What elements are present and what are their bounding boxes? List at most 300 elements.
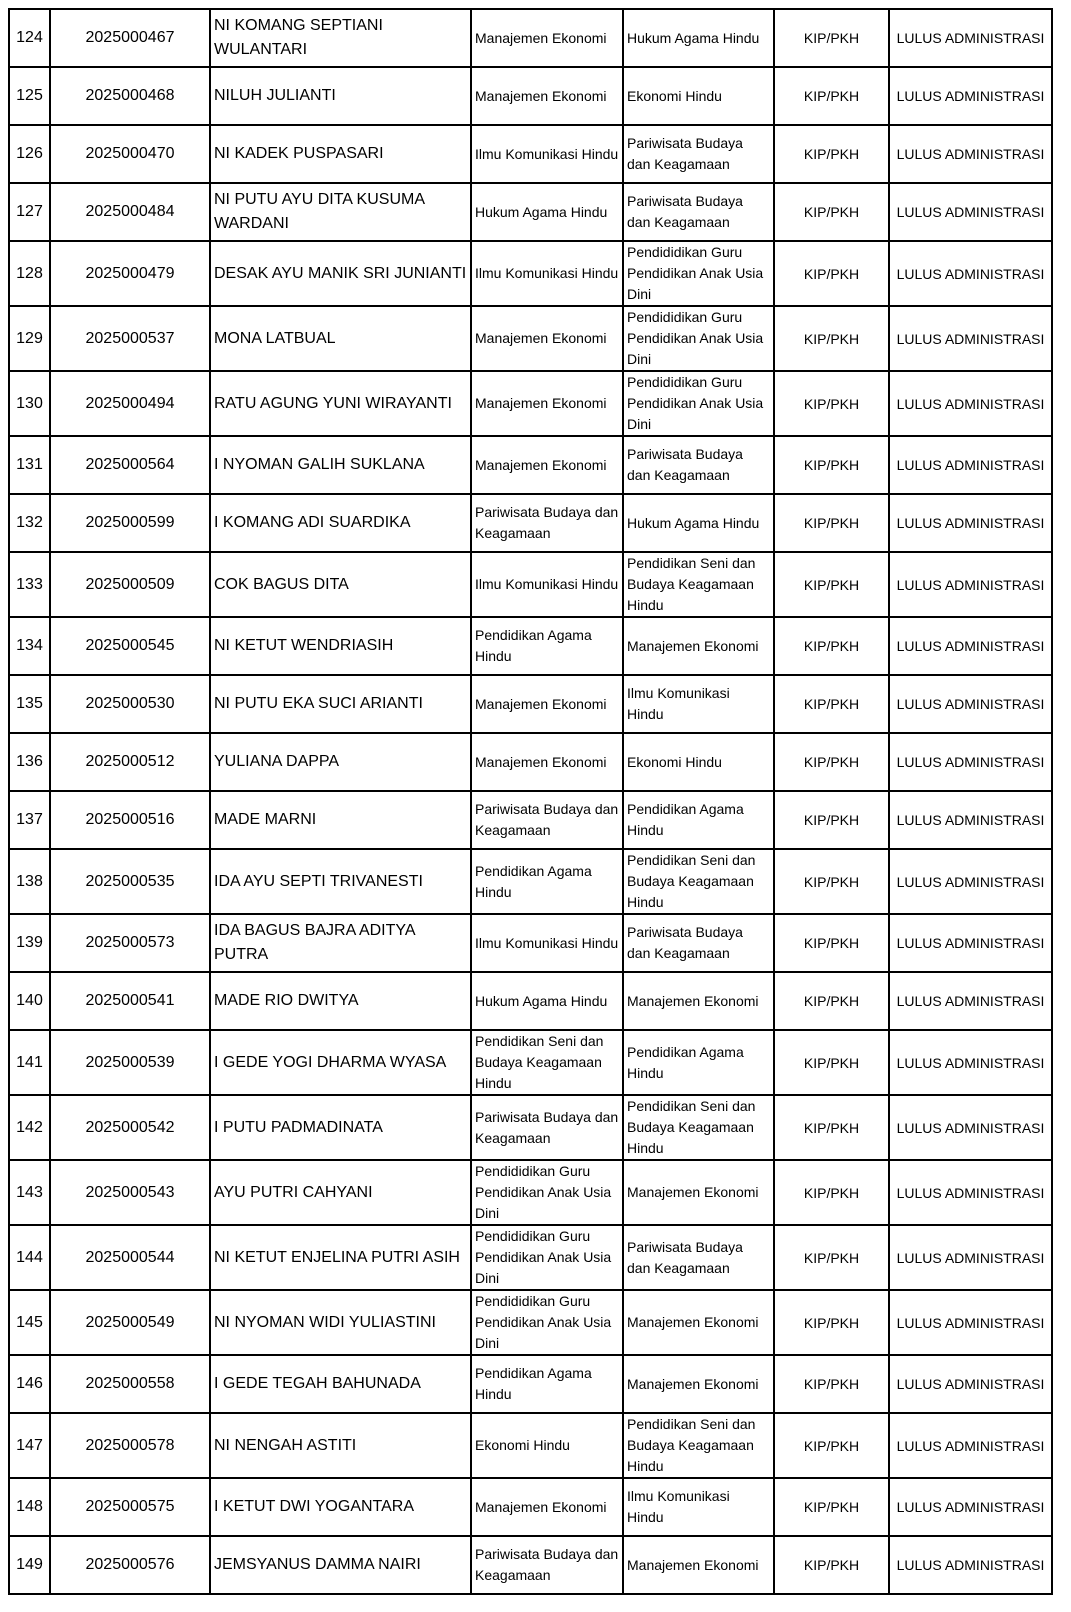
applicant-name: I PUTU PADMADINATA xyxy=(214,1118,383,1136)
registration-number: 2025000516 xyxy=(85,811,175,828)
applicant-name: MONA LATBUAL xyxy=(214,329,336,347)
table-row xyxy=(9,849,1052,914)
second-choice-program: Hukum Agama Hindu xyxy=(627,29,760,46)
row-number-cell xyxy=(9,306,50,371)
registration-number-cell xyxy=(50,675,210,733)
registration-number: 2025000470 xyxy=(85,145,175,162)
table-row xyxy=(9,617,1052,675)
admission-status: LULUS ADMINISTRASI xyxy=(896,146,1045,162)
table-row xyxy=(9,183,1052,241)
second-choice-program: Manajemen Ekonomi xyxy=(627,637,759,654)
applicant-name: RATU AGUNG YUNI WIRAYANTI xyxy=(214,394,452,412)
admission-status: LULUS ADMINISTRASI xyxy=(896,1119,1045,1136)
admission-status: LULUS ADMINISTRASI xyxy=(896,515,1045,531)
second-choice-program: Pendidikan Seni dan Budaya Keagamaan Hindu xyxy=(627,852,756,910)
row-number-cell xyxy=(9,494,50,552)
applicant-name: DESAK AYU MANIK SRI JUNIANTI xyxy=(214,264,467,282)
registration-number-cell xyxy=(50,1478,210,1536)
admission-path-cell xyxy=(774,552,889,617)
second-choice-program-cell xyxy=(623,1355,774,1413)
second-choice-program: Pendidikan Seni dan Budaya Keagamaan Hindu xyxy=(627,1098,756,1156)
applicant-name: NI NYOMAN WIDI YULIASTINI xyxy=(214,1313,436,1331)
table-row xyxy=(9,675,1052,733)
first-choice-program-cell xyxy=(471,371,623,436)
admission-path-cell xyxy=(774,1030,889,1095)
registration-number: 2025000544 xyxy=(85,1248,175,1266)
second-choice-program: Pendididikan Guru Pendidikan Anak Usia Dini xyxy=(627,374,764,432)
applicant-name-cell xyxy=(210,1413,471,1478)
second-choice-program-cell xyxy=(623,1536,774,1594)
admission-status: LULUS ADMINISTRASI xyxy=(896,1376,1045,1392)
registration-number: 2025000467 xyxy=(85,29,175,46)
admission-path: KIP/PKH xyxy=(803,515,860,531)
first-choice-program: Pendidikan Agama Hindu xyxy=(475,862,592,900)
second-choice-program-cell xyxy=(623,371,774,436)
applicant-name-cell xyxy=(210,914,471,972)
admission-status: LULUS ADMINISTRASI xyxy=(896,1557,1045,1573)
first-choice-program-cell xyxy=(471,1030,623,1095)
second-choice-program-cell xyxy=(623,494,774,552)
row-number-cell xyxy=(9,1536,50,1594)
first-choice-program: Ilmu Komunikasi Hindu xyxy=(475,576,619,592)
row-number-cell xyxy=(9,914,50,972)
admission-path-cell xyxy=(774,972,889,1030)
table-row xyxy=(9,9,1052,67)
second-choice-program: Manajemen Ekonomi xyxy=(627,1375,759,1392)
registration-number-cell xyxy=(50,1095,210,1160)
second-choice-program-cell xyxy=(623,1095,774,1160)
second-choice-program: Pendidikan Seni dan Budaya Keagamaan Hindu xyxy=(627,1416,756,1474)
registration-number-cell xyxy=(50,306,210,371)
applicant-name-cell xyxy=(210,972,471,1030)
first-choice-program-cell xyxy=(471,1290,623,1355)
row-number: 135 xyxy=(16,695,43,712)
applicant-name-cell xyxy=(210,436,471,494)
row-number-cell xyxy=(9,617,50,675)
second-choice-program: Ekonomi Hindu xyxy=(627,753,722,770)
admission-path: KIP/PKH xyxy=(803,204,860,220)
applicant-name-cell xyxy=(210,791,471,849)
registration-number: 2025000535 xyxy=(85,872,175,890)
second-choice-program-cell xyxy=(623,791,774,849)
row-number-cell xyxy=(9,1413,50,1478)
registration-number-cell xyxy=(50,9,210,67)
applicant-name: I KOMANG ADI SUARDIKA xyxy=(214,514,411,531)
row-number-cell xyxy=(9,9,50,67)
registration-number: 2025000484 xyxy=(85,203,175,220)
first-choice-program-cell xyxy=(471,617,623,675)
first-choice-program: Ilmu Komunikasi Hindu xyxy=(475,265,619,281)
first-choice-program: Manajemen Ekonomi xyxy=(475,395,607,411)
row-number: 145 xyxy=(16,1313,43,1331)
applicant-name: I KETUT DWI YOGANTARA xyxy=(214,1498,415,1515)
applicant-name: NI PUTU EKA SUCI ARIANTI xyxy=(214,695,423,712)
admission-path: KIP/PKH xyxy=(803,88,860,104)
first-choice-program-cell xyxy=(471,1355,623,1413)
second-choice-program-cell xyxy=(623,1030,774,1095)
second-choice-program-cell xyxy=(623,125,774,183)
first-choice-program-cell xyxy=(471,494,623,552)
admission-status-cell xyxy=(889,1536,1052,1594)
applicant-name: MADE RIO DWITYA xyxy=(214,992,359,1009)
second-choice-program-cell xyxy=(623,617,774,675)
applicant-name-cell xyxy=(210,617,471,675)
applicant-name: NI KETUT ENJELINA PUTRI ASIH xyxy=(214,1248,460,1266)
row-number-cell xyxy=(9,849,50,914)
registration-number: 2025000542 xyxy=(85,1118,175,1136)
applicant-name-cell xyxy=(210,1478,471,1536)
row-number: 127 xyxy=(16,203,43,220)
admission-status-cell xyxy=(889,436,1052,494)
admission-path: KIP/PKH xyxy=(803,1314,860,1331)
registration-number: 2025000537 xyxy=(85,329,175,347)
first-choice-program-cell xyxy=(471,9,623,67)
admission-path: KIP/PKH xyxy=(803,30,860,46)
row-number: 128 xyxy=(16,264,43,282)
registration-number-cell xyxy=(50,1290,210,1355)
first-choice-program: Manajemen Ekonomi xyxy=(475,753,607,770)
admission-path: KIP/PKH xyxy=(803,812,860,828)
admission-path: KIP/PKH xyxy=(803,935,860,951)
admission-path-cell xyxy=(774,617,889,675)
second-choice-program-cell xyxy=(623,914,774,972)
applicant-name-cell xyxy=(210,1536,471,1594)
table-row xyxy=(9,125,1052,183)
admission-path-cell xyxy=(774,125,889,183)
first-choice-program-cell xyxy=(471,241,623,306)
second-choice-program: Pendididikan Guru Pendidikan Anak Usia Dini xyxy=(627,244,764,302)
registration-number-cell xyxy=(50,436,210,494)
first-choice-program-cell xyxy=(471,972,623,1030)
applicant-name: NI KADEK PUSPASARI xyxy=(214,145,384,162)
admission-status-cell xyxy=(889,67,1052,125)
admission-status: LULUS ADMINISTRASI xyxy=(896,576,1045,593)
registration-number-cell xyxy=(50,125,210,183)
registration-number: 2025000512 xyxy=(85,753,175,770)
applicant-name-cell xyxy=(210,1290,471,1355)
registration-number: 2025000479 xyxy=(85,264,175,282)
registration-number: 2025000543 xyxy=(85,1183,175,1201)
admission-status-cell xyxy=(889,1030,1052,1095)
row-number: 143 xyxy=(16,1183,43,1201)
registration-number: 2025000539 xyxy=(85,1053,175,1071)
registration-number: 2025000530 xyxy=(85,695,175,712)
applicant-name: COK BAGUS DITA xyxy=(214,575,349,593)
admission-path: KIP/PKH xyxy=(803,1184,860,1201)
second-choice-program: Pariwisata Budaya dan Keagamaan xyxy=(627,135,743,172)
first-choice-program: Hukum Agama Hindu xyxy=(475,992,608,1009)
admission-status: LULUS ADMINISTRASI xyxy=(896,638,1045,654)
row-number-cell xyxy=(9,436,50,494)
row-number-cell xyxy=(9,1160,50,1225)
registration-number: 2025000541 xyxy=(85,992,175,1009)
table-row xyxy=(9,1355,1052,1413)
admission-path: KIP/PKH xyxy=(803,1054,860,1071)
row-number: 137 xyxy=(16,811,43,828)
row-number: 146 xyxy=(16,1375,43,1392)
second-choice-program: Manajemen Ekonomi xyxy=(627,1556,759,1573)
applicant-name: NI PUTU AYU DITA KUSUMA WARDANI xyxy=(214,191,425,232)
second-choice-program: Pariwisata Budaya dan Keagamaan xyxy=(627,446,743,483)
row-number: 147 xyxy=(16,1436,43,1454)
row-number-cell xyxy=(9,183,50,241)
registration-number: 2025000468 xyxy=(85,87,175,104)
admission-status: LULUS ADMINISTRASI xyxy=(896,1437,1045,1454)
table-row xyxy=(9,914,1052,972)
applicant-name-cell xyxy=(210,552,471,617)
admission-path: KIP/PKH xyxy=(803,873,860,890)
row-number: 140 xyxy=(16,992,43,1009)
first-choice-program: Pariwisata Budaya dan Keagamaan xyxy=(475,1108,619,1146)
applicant-name: IDA BAGUS BAJRA ADITYA PUTRA xyxy=(214,922,415,963)
registration-number: 2025000573 xyxy=(85,934,175,951)
first-choice-program: Manajemen Ekonomi xyxy=(475,330,607,346)
registration-number-cell xyxy=(50,1030,210,1095)
table-row xyxy=(9,306,1052,371)
applicant-name: NI NENGAH ASTITI xyxy=(214,1436,357,1454)
second-choice-program: Pendidikan Seni dan Budaya Keagamaan Hindu xyxy=(627,555,756,613)
applicant-name: I GEDE TEGAH BAHUNADA xyxy=(214,1375,421,1392)
first-choice-program-cell xyxy=(471,436,623,494)
first-choice-program: Pendidikan Seni dan Budaya Keagamaan Hindu xyxy=(475,1033,604,1091)
second-choice-program-cell xyxy=(623,1290,774,1355)
results-table xyxy=(8,8,1053,1595)
applicant-name-cell xyxy=(210,183,471,241)
applicant-name-cell xyxy=(210,1095,471,1160)
table-row xyxy=(9,791,1052,849)
admission-path-cell xyxy=(774,9,889,67)
registration-number-cell xyxy=(50,67,210,125)
admission-status: LULUS ADMINISTRASI xyxy=(896,330,1045,347)
registration-number-cell xyxy=(50,1413,210,1478)
registration-number-cell xyxy=(50,849,210,914)
admission-path-cell xyxy=(774,1413,889,1478)
applicant-name: I NYOMAN GALIH SUKLANA xyxy=(214,456,425,473)
admission-status-cell xyxy=(889,972,1052,1030)
applicant-name-cell xyxy=(210,67,471,125)
applicant-name: IDA AYU SEPTI TRIVANESTI xyxy=(214,872,423,890)
admission-status: LULUS ADMINISTRASI xyxy=(896,993,1045,1009)
admission-status: LULUS ADMINISTRASI xyxy=(896,88,1045,104)
admission-path: KIP/PKH xyxy=(803,1249,860,1266)
table-row xyxy=(9,241,1052,306)
applicant-name-cell xyxy=(210,849,471,914)
table-row xyxy=(9,436,1052,494)
admission-path: KIP/PKH xyxy=(803,330,860,347)
first-choice-program: Manajemen Ekonomi xyxy=(475,87,607,104)
first-choice-program: Pariwisata Budaya dan Keagamaan xyxy=(475,1546,619,1583)
admission-status-cell xyxy=(889,1225,1052,1290)
applicant-name: NI KETUT WENDRIASIH xyxy=(214,637,394,654)
admission-status-cell xyxy=(889,552,1052,617)
admission-path: KIP/PKH xyxy=(803,696,860,712)
applicant-name-cell xyxy=(210,675,471,733)
registration-number-cell xyxy=(50,494,210,552)
second-choice-program: Hukum Agama Hindu xyxy=(627,514,760,531)
first-choice-program-cell xyxy=(471,552,623,617)
first-choice-program-cell xyxy=(471,914,623,972)
first-choice-program-cell xyxy=(471,183,623,241)
admission-path: KIP/PKH xyxy=(803,1499,860,1515)
registration-number: 2025000564 xyxy=(85,456,175,473)
admission-status: LULUS ADMINISTRASI xyxy=(896,1499,1045,1515)
second-choice-program-cell xyxy=(623,306,774,371)
row-number: 132 xyxy=(16,514,43,531)
first-choice-program-cell xyxy=(471,1095,623,1160)
applicant-name-cell xyxy=(210,1030,471,1095)
admission-path: KIP/PKH xyxy=(803,395,860,412)
admission-path-cell xyxy=(774,1290,889,1355)
first-choice-program: Manajemen Ekonomi xyxy=(475,1498,607,1515)
admission-path: KIP/PKH xyxy=(803,265,860,282)
admission-path: KIP/PKH xyxy=(803,993,860,1009)
registration-number: 2025000578 xyxy=(85,1436,175,1454)
row-number: 142 xyxy=(16,1118,43,1136)
second-choice-program: Pariwisata Budaya dan Keagamaan xyxy=(627,1238,743,1276)
second-choice-program-cell xyxy=(623,733,774,791)
row-number: 144 xyxy=(16,1248,43,1266)
row-number-cell xyxy=(9,552,50,617)
applicant-name: NILUH JULIANTI xyxy=(214,87,336,104)
first-choice-program: Ilmu Komunikasi Hindu xyxy=(475,934,619,951)
admission-status-cell xyxy=(889,183,1052,241)
applicant-name: JEMSYANUS DAMMA NAIRI xyxy=(214,1556,421,1573)
applicant-name: AYU PUTRI CAHYANI xyxy=(214,1183,373,1201)
row-number: 136 xyxy=(16,753,43,770)
admission-path: KIP/PKH xyxy=(803,638,860,654)
second-choice-program-cell xyxy=(623,241,774,306)
admission-path-cell xyxy=(774,1478,889,1536)
applicant-name-cell xyxy=(210,371,471,436)
row-number-cell xyxy=(9,67,50,125)
admission-path-cell xyxy=(774,67,889,125)
admission-path-cell xyxy=(774,1225,889,1290)
second-choice-program: Pendididikan Guru Pendidikan Anak Usia Dini xyxy=(627,309,764,367)
admission-path-cell xyxy=(774,1160,889,1225)
results-table-body xyxy=(9,9,1052,1594)
applicant-name: I GEDE YOGI DHARMA WYASA xyxy=(214,1053,447,1071)
table-row xyxy=(9,733,1052,791)
second-choice-program-cell xyxy=(623,552,774,617)
registration-number: 2025000576 xyxy=(85,1556,175,1573)
admission-status: LULUS ADMINISTRASI xyxy=(896,204,1045,220)
admission-status: LULUS ADMINISTRASI xyxy=(896,696,1045,712)
row-number: 134 xyxy=(16,637,43,654)
table-row xyxy=(9,1290,1052,1355)
second-choice-program: Pariwisata Budaya dan Keagamaan xyxy=(627,924,743,961)
second-choice-program-cell xyxy=(623,67,774,125)
applicant-name-cell xyxy=(210,1355,471,1413)
admission-path: KIP/PKH xyxy=(803,1557,860,1573)
admission-path: KIP/PKH xyxy=(803,1119,860,1136)
applicant-name-cell xyxy=(210,306,471,371)
registration-number-cell xyxy=(50,371,210,436)
admission-path: KIP/PKH xyxy=(803,457,860,473)
row-number: 148 xyxy=(16,1498,43,1515)
row-number: 139 xyxy=(16,934,43,951)
admission-status-cell xyxy=(889,1478,1052,1536)
row-number-cell xyxy=(9,1095,50,1160)
admission-path-cell xyxy=(774,733,889,791)
admission-path-cell xyxy=(774,371,889,436)
admission-status-cell xyxy=(889,1355,1052,1413)
second-choice-program-cell xyxy=(623,1478,774,1536)
first-choice-program-cell xyxy=(471,1225,623,1290)
admission-status-cell xyxy=(889,1160,1052,1225)
admission-path-cell xyxy=(774,1355,889,1413)
first-choice-program: Manajemen Ekonomi xyxy=(475,29,607,46)
registration-number: 2025000558 xyxy=(85,1375,175,1392)
admission-status-cell xyxy=(889,9,1052,67)
row-number: 138 xyxy=(16,872,43,890)
admission-path: KIP/PKH xyxy=(803,754,860,770)
admission-status-cell xyxy=(889,306,1052,371)
row-number-cell xyxy=(9,1030,50,1095)
admission-path-cell xyxy=(774,1095,889,1160)
registration-number-cell xyxy=(50,1536,210,1594)
row-number-cell xyxy=(9,125,50,183)
second-choice-program: Manajemen Ekonomi xyxy=(627,1184,759,1200)
row-number: 130 xyxy=(16,394,43,412)
first-choice-program: Pendidikan Agama Hindu xyxy=(475,627,592,664)
registration-number-cell xyxy=(50,1160,210,1225)
admission-status: LULUS ADMINISTRASI xyxy=(896,1054,1045,1071)
second-choice-program-cell xyxy=(623,1413,774,1478)
second-choice-program-cell xyxy=(623,9,774,67)
admission-path: KIP/PKH xyxy=(803,1437,860,1454)
admission-status: LULUS ADMINISTRASI xyxy=(896,457,1045,473)
admission-status: LULUS ADMINISTRASI xyxy=(896,935,1045,951)
admission-path-cell xyxy=(774,494,889,552)
second-choice-program: Manajemen Ekonomi xyxy=(627,1314,759,1330)
registration-number-cell xyxy=(50,1355,210,1413)
second-choice-program-cell xyxy=(623,183,774,241)
registration-number: 2025000509 xyxy=(85,575,175,593)
second-choice-program-cell xyxy=(623,436,774,494)
row-number: 149 xyxy=(16,1556,43,1573)
admission-path: KIP/PKH xyxy=(803,146,860,162)
row-number: 124 xyxy=(16,29,43,46)
admission-status: LULUS ADMINISTRASI xyxy=(896,1314,1045,1331)
admission-path-cell xyxy=(774,241,889,306)
admission-status-cell xyxy=(889,914,1052,972)
first-choice-program: Hukum Agama Hindu xyxy=(475,203,608,220)
applicant-name-cell xyxy=(210,494,471,552)
row-number-cell xyxy=(9,1355,50,1413)
admission-status-cell xyxy=(889,733,1052,791)
applicant-name-cell xyxy=(210,125,471,183)
first-choice-program: Manajemen Ekonomi xyxy=(475,695,607,712)
second-choice-program: Ilmu Komunikasi Hindu xyxy=(627,1488,730,1525)
registration-number-cell xyxy=(50,791,210,849)
registration-number-cell xyxy=(50,617,210,675)
first-choice-program: Pendididikan Guru Pendidikan Anak Usia Dini xyxy=(475,1228,612,1286)
registration-number-cell xyxy=(50,552,210,617)
table-row xyxy=(9,67,1052,125)
row-number: 125 xyxy=(16,87,43,104)
second-choice-program: Ekonomi Hindu xyxy=(627,87,722,104)
row-number-cell xyxy=(9,241,50,306)
admission-path-cell xyxy=(774,791,889,849)
second-choice-program-cell xyxy=(623,972,774,1030)
admission-path-cell xyxy=(774,914,889,972)
admission-status: LULUS ADMINISTRASI xyxy=(896,395,1045,412)
registration-number: 2025000545 xyxy=(85,637,175,654)
row-number: 126 xyxy=(16,145,43,162)
first-choice-program: Manajemen Ekonomi xyxy=(475,456,607,473)
second-choice-program: Pendidikan Agama Hindu xyxy=(627,801,744,838)
applicant-name: YULIANA DAPPA xyxy=(214,753,340,770)
